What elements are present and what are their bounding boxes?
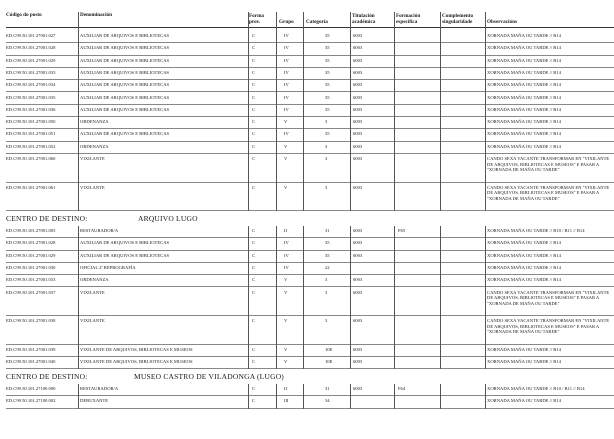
- cell-codigo: ED.C99.50.101.27001.061: [6, 184, 56, 190]
- column-rule: [485, 384, 486, 409]
- cell-titulacion: 6003: [353, 346, 363, 352]
- header-forma-prov: Forma prov.: [249, 13, 264, 25]
- cell-categoria: 3: [325, 143, 328, 149]
- header-column-rule: [394, 12, 395, 31]
- cell-titulacion: 6003: [353, 33, 363, 38]
- cell-titulacion: 6003: [353, 82, 363, 88]
- cell-observacions: CANDO SEXA VACANTE TRANSFORMAR EN "VIXILANTE DE ARQUIVOS, BIBLIOTECAS E MUSEOS" E PASAR A "XORNADA DE MAÑA OU TARDE": [487, 318, 610, 335]
- header-column-rule: [276, 12, 277, 31]
- cell-titulacion: 6003: [353, 119, 363, 125]
- column-rule: [276, 226, 277, 369]
- column-rule: [394, 31, 395, 211]
- cell-grupo: IV: [284, 57, 289, 63]
- cell-grupo: IV: [284, 131, 289, 137]
- table-row: [0, 288, 614, 317]
- column-rule: [248, 384, 249, 409]
- cell-codigo: ED.C99.50.101.27001.005: [6, 228, 56, 233]
- cell-grupo: II: [284, 386, 288, 392]
- cell-denominacion: AUXILIAR DE ARQUIVOS E BIBLIOTECAS: [80, 45, 170, 51]
- cell-codigo: ED.C99.50.101.27001.036: [6, 106, 56, 112]
- cell-categoria: 35: [325, 131, 330, 137]
- table-row: [0, 142, 614, 154]
- cell-codigo: ED.C99.50.101.27100.000: [6, 386, 56, 392]
- cell-forma: C: [252, 277, 256, 283]
- cell-grupo: III: [284, 398, 289, 404]
- cell-titulacion: 6003: [353, 45, 363, 51]
- cell-codigo: ED.C99.50.101.27001.038: [6, 318, 56, 323]
- cell-denominacion: VIXILANTE DE ARQUIVOS, BIBLIOTECAS E MUSEOS: [80, 346, 193, 352]
- cell-categoria: 35: [325, 33, 330, 38]
- cell-denominacion: ORDENANZA: [80, 143, 109, 149]
- column-rule: [248, 226, 249, 369]
- cell-observacions: XORNADA MAÑA OU TARDE // B14: [487, 33, 561, 38]
- header-observacions: Observacións: [487, 19, 517, 25]
- cell-forma: C: [252, 119, 256, 125]
- table-row: [0, 384, 614, 396]
- table-row: [0, 80, 614, 92]
- cell-categoria: 35: [325, 57, 330, 63]
- cell-denominacion: VIXILANTE: [80, 318, 105, 323]
- cell-titulacion: 6003: [353, 94, 363, 100]
- cell-codigo: ED.C99.50.101.27001.051: [6, 131, 56, 137]
- cell-categoria: 35: [325, 252, 330, 258]
- cell-categoria: 3: [325, 156, 328, 161]
- table-row: [0, 316, 614, 345]
- cell-titulacion: 6003: [353, 386, 363, 392]
- cell-denominacion: AUXILIAR DE ARQUIVOS E BIBLIOTECAS: [80, 57, 170, 63]
- cell-titulacion: 6003: [353, 69, 363, 75]
- cell-titulacion: 6003: [353, 240, 363, 246]
- cell-grupo: V: [284, 143, 288, 149]
- row-rule: [6, 408, 614, 409]
- cell-categoria: 31: [325, 386, 330, 392]
- cell-categoria: 22: [325, 264, 330, 270]
- cell-denominacion: VIXILANTE: [80, 289, 105, 295]
- cell-grupo: IV: [284, 45, 289, 51]
- cell-denominacion: ORDENANZA: [80, 277, 109, 283]
- cell-forma: C: [252, 346, 256, 352]
- cell-grupo: IV: [284, 82, 289, 88]
- cell-categoria: 35: [325, 45, 330, 51]
- column-rule: [303, 384, 304, 409]
- cell-observacions: XORNADA MAÑA OU TARDE // B14: [487, 57, 561, 63]
- header-rule: [6, 27, 614, 28]
- column-rule: [303, 226, 304, 369]
- table-row: [0, 105, 614, 117]
- column-rule: [440, 226, 441, 369]
- cell-categoria: 34: [325, 398, 330, 404]
- cell-denominacion: AUXILIAR DE ARQUIVOS E BIBLIOTECAS: [80, 106, 170, 112]
- cell-forma: C: [252, 143, 256, 149]
- table-row: [0, 238, 614, 250]
- cell-titulacion: 6003: [353, 57, 363, 63]
- cell-titulacion: 6003: [353, 156, 363, 161]
- cell-codigo: ED.C99.50.101.27001.060: [6, 156, 56, 161]
- cell-observacions: XORNADA MAÑA OU TARDE // B14: [487, 82, 561, 88]
- cell-categoria: 31: [325, 228, 330, 233]
- column-rule: [350, 384, 351, 409]
- cell-denominacion: AUXILIAR DE ARQUIVOS E BIBLIOTECAS: [80, 240, 170, 246]
- cell-grupo: IV: [284, 240, 289, 246]
- cell-codigo: ED.C99.50.101.27001.040: [6, 358, 56, 364]
- row-rule: [6, 368, 614, 369]
- cell-denominacion: DEBUXANTE: [80, 398, 109, 404]
- cell-titulacion: 6003: [353, 131, 363, 137]
- cell-observacions: XORNADA MAÑA OU TARDE // B14: [487, 45, 561, 51]
- cell-codigo: ED.C99.50.101.27001.028: [6, 240, 56, 246]
- cell-grupo: IV: [284, 252, 289, 258]
- column-rule: [276, 384, 277, 409]
- cell-forma: C: [252, 131, 256, 137]
- cell-categoria: 10E: [325, 346, 333, 352]
- header-column-rule: [440, 12, 441, 31]
- cell-titulacion: 6003: [353, 228, 363, 233]
- cell-codigo: ED.C99.50.101.27001.035: [6, 94, 56, 100]
- column-rule: [350, 226, 351, 369]
- cell-forma: C: [252, 264, 256, 270]
- cell-titulacion: 6003: [353, 318, 363, 323]
- table-row: [0, 56, 614, 68]
- cell-forma: C: [252, 106, 256, 112]
- section-place: ARQUIVO LUGO: [138, 214, 198, 223]
- cell-observacions: XORNADA MAÑA OU TARDE // B14: [487, 131, 561, 137]
- cell-codigo: ED.C99.50.101.27001.039: [6, 346, 56, 352]
- cell-observacions: XORNADA MAÑA OU TARDE // B14: [487, 264, 561, 270]
- cell-forma: C: [252, 94, 256, 100]
- cell-grupo: IV: [284, 69, 289, 75]
- cell-observacions: CANDO SEXA VACANTE TRANSFORMAR EN "VIXILANTE DE ARQUIVOS, BIBLIOTECAS E MUSEOS" E PASAR A "XORNADA DE MAÑA OU TARDE": [487, 156, 610, 173]
- header-categoria: Categoría: [306, 19, 328, 25]
- column-rule: [248, 31, 249, 211]
- header-complemento: Complemento singularidade: [442, 13, 474, 25]
- cell-observacions: CANDO SEXA VACANTE TRANSFORMAR EN "VIXILANTE DE ARQUIVOS, BIBLIOTECAS E MUSEOS" E PASAR A "XORNADA DE MAÑA OU TARDE": [487, 184, 610, 201]
- header-column-rule: [485, 12, 486, 31]
- cell-categoria: 3: [325, 289, 328, 295]
- section-label: CENTRO DE DESTINO:: [6, 214, 88, 223]
- table-row: [0, 129, 614, 141]
- cell-codigo: ED.C99.50.101.27001.050: [6, 119, 56, 125]
- table-row: [0, 183, 614, 212]
- column-rule: [276, 31, 277, 211]
- column-rule: [440, 31, 441, 211]
- column-rule: [485, 226, 486, 369]
- cell-titulacion: 6003: [353, 277, 363, 283]
- cell-titulacion: 6003: [353, 358, 363, 364]
- table-row: [0, 263, 614, 275]
- cell-denominacion: AUXILIAR DE ARQUIVOS E BIBLIOTECAS: [80, 33, 170, 38]
- cell-observacions: CANDO SEXA VACANTE TRANSFORMAR EN "VIXILANTE DE ARQUIVOS, BIBLIOTECAS E MUSEOS" E PASAR A "XORNADA DE MAÑA OU TARDE": [487, 289, 610, 306]
- row-rule: [6, 210, 614, 211]
- cell-categoria: 35: [325, 69, 330, 75]
- column-rule: [78, 226, 79, 369]
- cell-titulacion: 6003: [353, 289, 363, 295]
- cell-denominacion: AUXILIAR DE ARQUIVOS E BIBLIOTECAS: [80, 252, 170, 258]
- table-row: [0, 396, 614, 408]
- cell-codigo: ED.C99.50.101.27001.052: [6, 143, 56, 149]
- column-rule: [78, 31, 79, 211]
- cell-denominacion: AUXILIAR DE ARQUIVOS E BIBLIOTECAS: [80, 131, 170, 137]
- cell-denominacion: RESTAURADOR/A: [80, 386, 119, 392]
- header-titulacion: Titulación académica: [352, 13, 376, 25]
- cell-observacions: XORNADA MAÑA OU TARDE // B14: [487, 106, 561, 112]
- table-row: [0, 251, 614, 263]
- cell-categoria: 3: [325, 119, 328, 125]
- cell-titulacion: 6003: [353, 143, 363, 149]
- cell-grupo: IV: [284, 94, 289, 100]
- header-column-rule: [248, 12, 249, 31]
- header-codigo: Código do posto: [6, 12, 42, 18]
- cell-denominacion: VIXILANTE: [80, 156, 105, 161]
- column-rule: [303, 31, 304, 211]
- cell-grupo: IV: [284, 264, 289, 270]
- cell-forma: C: [252, 57, 256, 63]
- cell-observacions: XORNADA MAÑA OU TARDE // B14: [487, 119, 561, 125]
- cell-codigo: ED.C99.50.101.27001.034: [6, 82, 56, 88]
- cell-forma: C: [252, 386, 256, 392]
- cell-observacions: XORNADA MAÑA OU TARDE // B14: [487, 346, 561, 352]
- cell-grupo: IV: [284, 33, 289, 38]
- cell-denominacion: OFICIAL 2ª REPROGRAFÍA: [80, 264, 136, 270]
- cell-codigo: ED.C99.50.101.27001.033: [6, 277, 56, 283]
- header-grupo: Grupo: [279, 19, 294, 25]
- cell-categoria: 3: [325, 184, 328, 190]
- table-row: [0, 226, 614, 238]
- cell-forma: C: [252, 318, 256, 323]
- header-column-rule: [350, 12, 351, 31]
- cell-codigo: ED.C99.50.101.27001.027: [6, 33, 56, 38]
- cell-observacions: XORNADA MAÑA OU TARDE // B14: [487, 358, 561, 364]
- cell-forma: C: [252, 69, 256, 75]
- cell-denominacion: AUXILIAR DE ARQUIVOS E BIBLIOTECAS: [80, 82, 170, 88]
- table-row: [0, 43, 614, 55]
- header-formacion: Formación específica: [396, 13, 421, 25]
- cell-codigo: ED.C99.50.101.27001.029: [6, 252, 56, 258]
- cell-grupo: IV: [284, 106, 289, 112]
- cell-titulacion: 6003: [353, 106, 363, 112]
- header-denominacion: Denominación: [80, 12, 112, 18]
- section-place: MUSEO CASTRO DE VILADONGA (LUGO): [134, 372, 285, 382]
- cell-formacion: F65: [398, 228, 406, 233]
- cell-codigo: ED.C99.50.101.27001.037: [6, 289, 56, 295]
- column-rule: [485, 31, 486, 211]
- cell-denominacion: ORDENANZA: [80, 119, 109, 125]
- column-rule: [440, 384, 441, 409]
- cell-grupo: V: [284, 277, 288, 283]
- cell-forma: C: [252, 240, 256, 246]
- cell-forma: C: [252, 228, 256, 233]
- section-label: CENTRO DE DESTINO:: [6, 372, 88, 382]
- table-row: [0, 93, 614, 105]
- table-row: [0, 31, 614, 43]
- column-rule: [394, 384, 395, 409]
- cell-grupo: V: [284, 184, 288, 190]
- cell-observacions: XORNADA MAÑA OU TARDE // B10 / B11 // B14: [487, 228, 585, 233]
- cell-grupo: V: [284, 358, 288, 364]
- table-row: [0, 68, 614, 80]
- cell-categoria: 35: [325, 82, 330, 88]
- cell-categoria: 35: [325, 94, 330, 100]
- cell-categoria: 35: [325, 106, 330, 112]
- cell-codigo: ED.C99.50.101.27100.002: [6, 398, 56, 404]
- cell-codigo: ED.C99.50.101.27001.030: [6, 264, 56, 270]
- cell-codigo: ED.C99.50.101.27001.028: [6, 45, 56, 51]
- table-row: [0, 154, 614, 183]
- cell-forma: C: [252, 45, 256, 51]
- cell-forma: C: [252, 33, 256, 38]
- column-rule: [394, 226, 395, 369]
- cell-formacion: F64: [398, 386, 406, 392]
- cell-observacions: XORNADA MAÑA OU TARDE // B10 / B11 // B14: [487, 386, 585, 392]
- column-rule: [350, 31, 351, 211]
- cell-forma: C: [252, 398, 256, 404]
- cell-grupo: V: [284, 318, 288, 323]
- cell-categoria: 3: [325, 277, 328, 283]
- table-header: [0, 0, 614, 34]
- cell-forma: C: [252, 184, 256, 190]
- table-row: [0, 117, 614, 129]
- cell-observacions: XORNADA MAÑA OU TARDE // B14: [487, 69, 561, 75]
- cell-categoria: 10E: [325, 358, 333, 364]
- header-column-rule: [78, 12, 79, 31]
- cell-forma: C: [252, 252, 256, 258]
- cell-titulacion: 6003: [353, 252, 363, 258]
- column-rule: [78, 384, 79, 409]
- cell-forma: C: [252, 358, 256, 364]
- cell-categoria: 3: [325, 318, 328, 323]
- cell-observacions: XORNADA MAÑA OU TARDE // B14: [487, 143, 561, 149]
- cell-denominacion: AUXILIAR DE ARQUIVOS E BIBLIOTECAS: [80, 94, 170, 100]
- cell-observacions: XORNADA MAÑA OU TARDE // B14: [487, 398, 561, 404]
- cell-observacions: XORNADA MAÑA OU TARDE // B14: [487, 240, 561, 246]
- cell-grupo: V: [284, 346, 288, 352]
- cell-grupo: V: [284, 119, 288, 125]
- cell-observacions: XORNADA MAÑA OU TARDE // B14: [487, 277, 561, 283]
- cell-denominacion: RESTAURADOR/A: [80, 228, 119, 233]
- cell-grupo: V: [284, 156, 288, 161]
- cell-codigo: ED.C99.50.101.27001.029: [6, 57, 56, 63]
- cell-titulacion: 6003: [353, 184, 363, 190]
- header-column-rule: [303, 12, 304, 31]
- cell-denominacion: VIXILANTE DE ARQUIVOS, BIBLIOTECAS E MUSEOS: [80, 358, 193, 364]
- cell-grupo: V: [284, 289, 288, 295]
- cell-observacions: XORNADA MAÑA OU TARDE // B14: [487, 252, 561, 258]
- cell-denominacion: AUXILIAR DE ARQUIVOS E BIBLIOTECAS: [80, 69, 170, 75]
- cell-codigo: ED.C99.50.101.27001.033: [6, 69, 56, 75]
- cell-denominacion: VIXILANTE: [80, 184, 105, 190]
- cell-forma: C: [252, 82, 256, 88]
- cell-categoria: 35: [325, 240, 330, 246]
- cell-forma: C: [252, 156, 256, 161]
- cell-observacions: XORNADA MAÑA OU TARDE // B14: [487, 94, 561, 100]
- cell-grupo: II: [284, 228, 288, 233]
- cell-forma: C: [252, 289, 256, 295]
- table-row: [0, 357, 614, 369]
- table-row: [0, 275, 614, 287]
- table-row: [0, 345, 614, 357]
